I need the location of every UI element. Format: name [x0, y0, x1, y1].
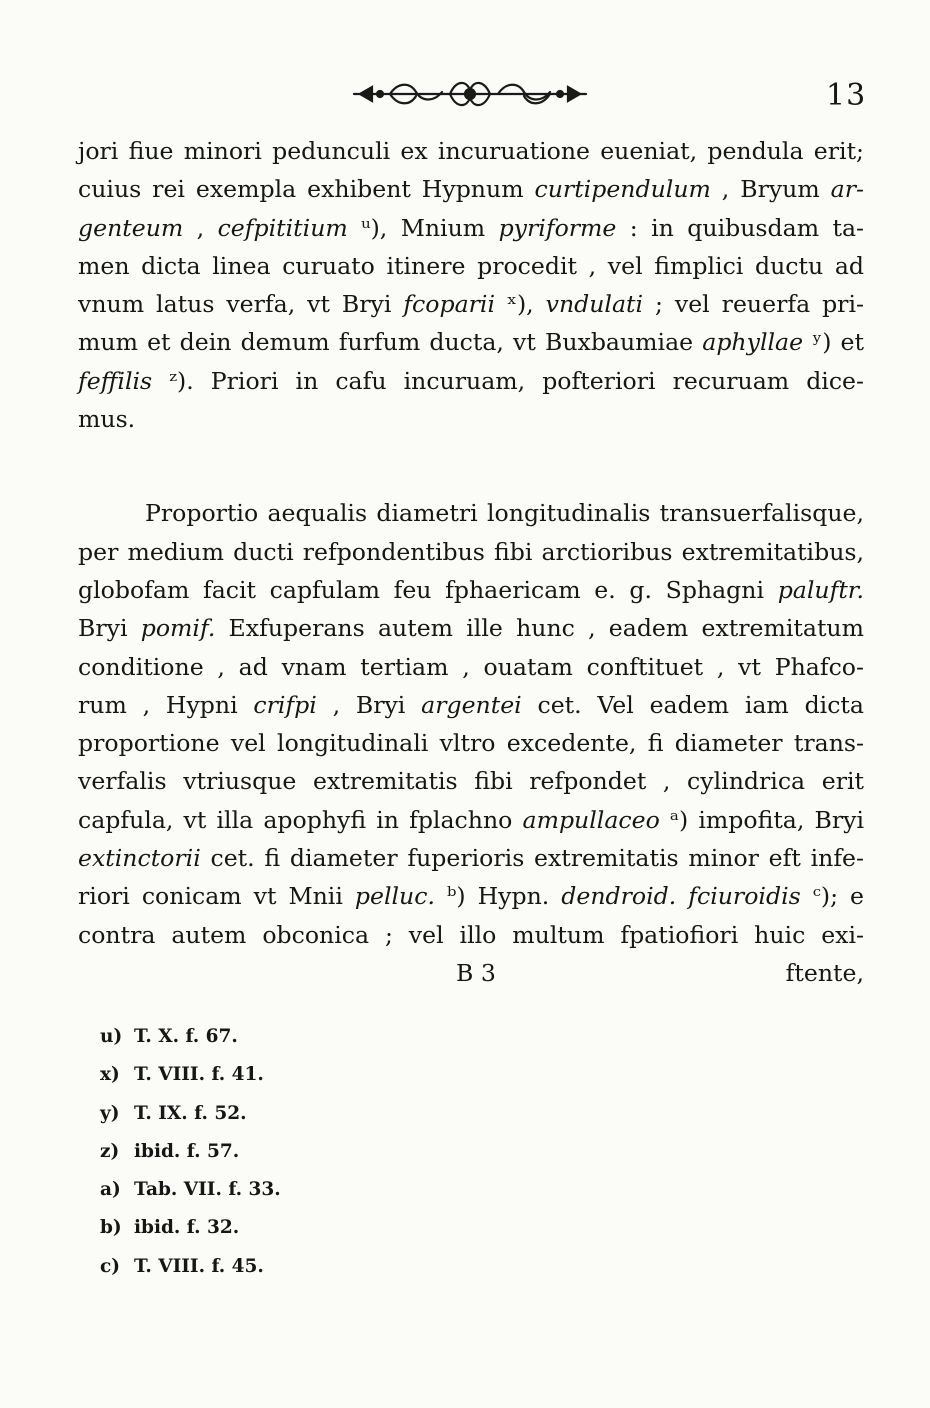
text-segment: proportione vel longitudinali vltro excedente, fi diameter trans- [78, 729, 864, 758]
text-segment: mus. [78, 405, 136, 434]
text-line [78, 916, 864, 954]
text-line [78, 209, 864, 247]
text-segment: per medium ducti refpondentibus fibi arctioribus extremitatibus, [78, 537, 864, 566]
text-segment: vnum latus verfa, vt Bryi [78, 290, 404, 319]
footnote [100, 1018, 281, 1056]
text-segment: ᶻ). Priori in cafu incuruam, pofteriori recuruam dice- [152, 366, 864, 395]
italic-term: fcoparii [403, 290, 496, 319]
text-segment: ᵃ) impofita, Bryi [659, 805, 864, 834]
text-line [78, 170, 864, 208]
italic-term: ar- [830, 175, 864, 204]
text-segment: ᶜ); e [800, 882, 864, 911]
italic-term: pomif. [140, 614, 216, 643]
italic-term: argentei [421, 690, 522, 719]
italic-term: paluftr. [777, 575, 864, 604]
footnote-text: T. IX. f. 52. [134, 1102, 247, 1124]
text-line [78, 132, 864, 170]
text-segment: ; vel reuerfa pri- [643, 290, 864, 319]
footnote [100, 1171, 281, 1209]
text-segment: Proportio aequalis diametri longitudinalis transuerfalisque, [145, 499, 864, 528]
footnote-label: x) [100, 1064, 120, 1086]
italic-term: feffilis [78, 366, 153, 395]
paragraph [78, 494, 864, 954]
text-segment: ˣ), [495, 290, 546, 319]
footnote [100, 1209, 281, 1247]
main-text [78, 132, 864, 994]
footnote [100, 1133, 281, 1171]
italic-term: vndulati [545, 290, 644, 319]
text-line [78, 494, 864, 532]
catch-line [78, 954, 864, 994]
text-segment: jori fiue minori pedunculi ex incuruatione eueniat, pendula erit; [78, 137, 864, 165]
italic-term: ampullaceo [522, 805, 660, 834]
text-line [78, 285, 864, 323]
paragraph-gap [78, 438, 864, 494]
footnote-text: T. VIII. f. 45. [134, 1255, 264, 1277]
text-segment: globofam facit capfulam feu fphaericam e. g. Sphagni [78, 575, 778, 604]
text-line [78, 571, 864, 609]
italic-term: cefpititium [217, 213, 348, 242]
text-segment: ʸ) et [803, 328, 864, 357]
text-segment: riori conicam vt Mnii [78, 882, 355, 911]
footnote-text: T. VIII. f. 41. [134, 1064, 264, 1086]
text-segment: capfula, vt illa apophyfi in fplachno [78, 805, 523, 834]
italic-term: curtipendulum [534, 175, 711, 204]
footnote [100, 1095, 281, 1133]
text-segment: rum , Hypni [78, 690, 254, 719]
text-line [78, 877, 864, 915]
text-segment: mum et dein demum furfum ducta, vt Buxbaumiae [78, 328, 703, 357]
footnote-label: u) [100, 1026, 123, 1047]
printer-ornament-icon [350, 72, 590, 112]
text-segment: ᵘ), Mnium [347, 213, 499, 242]
italic-term: dendroid. fciuroidis [561, 882, 801, 911]
footnote [100, 1056, 281, 1094]
text-segment: , Bryi [316, 690, 422, 719]
text-line [78, 724, 864, 762]
text-line [78, 839, 864, 877]
text-line [78, 648, 864, 686]
text-segment: , Bryum [710, 175, 831, 204]
text-segment: Bryi [78, 614, 141, 643]
text-segment: conditione , ad vnam tertiam , ouatam conftituet , vt Phafco- [78, 652, 864, 681]
text-segment: cet. fi diameter fuperioris extremitatis minor eft infe- [200, 844, 864, 873]
footnote-label: a) [100, 1179, 121, 1201]
page-number: 13 [826, 78, 867, 113]
footnote-label: b) [100, 1217, 122, 1239]
text-line [78, 762, 864, 800]
text-segment: verfalis vtriusque extremitatis fibi refpondet , cylindrica erit [78, 767, 864, 796]
text-line [78, 323, 864, 361]
text-segment: Exfuperans autem ille hunc , eadem extremitatum [215, 614, 864, 643]
footnote-text: ibid. f. 57. [134, 1140, 240, 1162]
text-segment: contra autem obconica ; vel illo multum fpatiofiori huic exi- [78, 920, 864, 949]
footnote-label: y) [100, 1102, 120, 1124]
italic-term: pelluc. [354, 882, 435, 911]
footnote-text: T. X. f. 67. [134, 1026, 238, 1047]
italic-term: pyriforme [498, 213, 617, 242]
footnote-text: Tab. VII. f. 33. [134, 1179, 281, 1201]
italic-term: aphyllae [702, 328, 804, 357]
text-line [78, 533, 864, 571]
italic-term: crifpi [253, 690, 317, 719]
text-line [78, 247, 864, 285]
italic-term: genteum [78, 213, 184, 242]
text-line [78, 609, 864, 647]
text-segment: cet. Vel eadem iam dicta [521, 690, 864, 719]
text-segment: , [183, 213, 218, 242]
text-segment: cuius rei exempla exhibent Hypnum [78, 175, 535, 204]
paragraphs [78, 132, 864, 954]
text-segment: men dicta linea curuato itinere procedit , vel fimplici ductu ad [78, 251, 864, 280]
footnote [100, 1248, 281, 1286]
text-segment: ᵇ) Hypn. [434, 882, 562, 911]
italic-term: extinctorii [78, 844, 201, 873]
footnote-text: ibid. f. 32. [134, 1217, 240, 1239]
signature-mark: B 3 [456, 958, 496, 987]
text-line [78, 400, 864, 438]
footnote-label: z) [100, 1140, 120, 1162]
paragraph [78, 132, 864, 438]
text-segment: : in quibusdam ta- [616, 213, 864, 242]
footnotes [100, 1018, 281, 1286]
text-line [78, 362, 864, 400]
text-line [78, 801, 864, 839]
footnote-label: c) [100, 1255, 121, 1277]
catchword: ftente, [785, 958, 864, 987]
text-line [78, 686, 864, 724]
